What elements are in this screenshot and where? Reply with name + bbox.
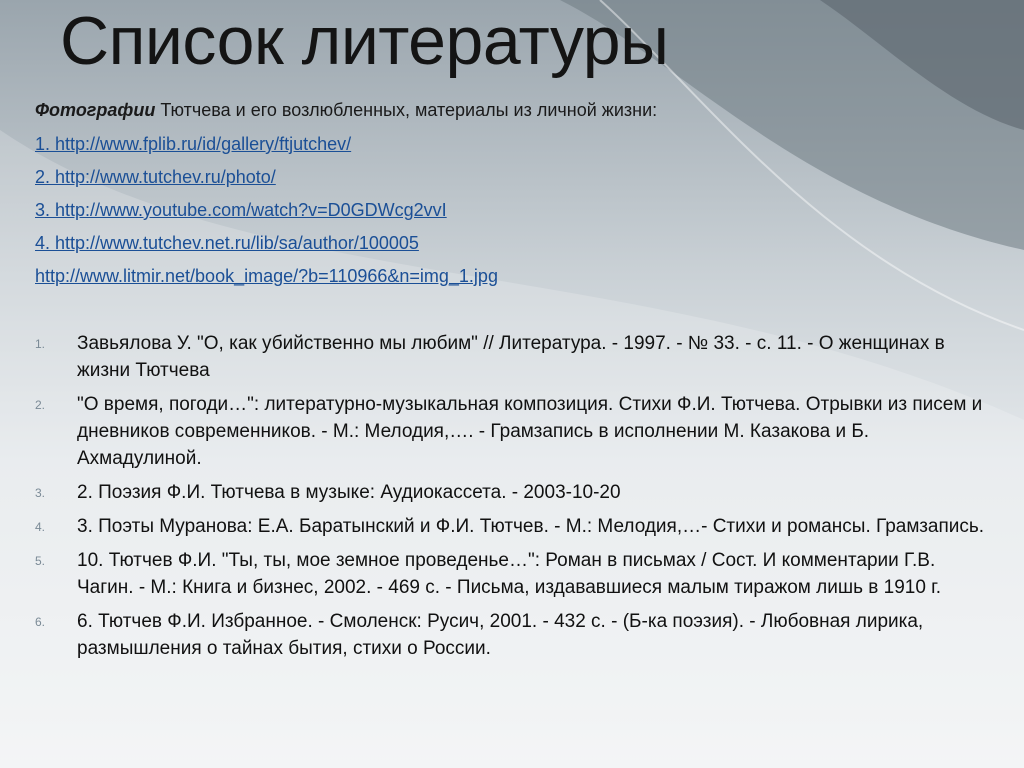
reference-item [35,547,985,601]
photo-link-5[interactable]: http://www.litmir.net/book_image/?b=110966&n=img_1.jpg [35,266,498,286]
intro-lead: Фотографии [35,100,156,120]
photo-link-4[interactable]: 4. http://www.tutchev.net.ru/lib/sa/author/100005 [35,233,419,253]
reference-item [35,479,985,506]
photo-link-1[interactable]: 1. http://www.fplib.ru/id/gallery/ftjutchev/ [35,134,352,154]
photo-link-3[interactable]: 3. http://www.youtube.com/watch?v=D0GDWcg2vvI [35,200,447,220]
photo-links-list [35,132,985,288]
reference-text: Завьялова У. "О, как убийственно мы любим" // Литература. - 1997. - № 33. - с. 11. - О женщинах в жизни Тютчева [77,333,945,381]
reference-number: 6. [35,615,46,629]
photo-link-item [35,132,985,156]
photo-link-item [35,231,985,255]
slide-content [35,98,985,669]
reference-number: 5. [35,554,46,568]
reference-item [35,513,985,540]
reference-list [35,330,985,662]
reference-item [35,608,985,662]
reference-text: 2. Поэзия Ф.И. Тютчева в музыке: Аудиокассета. - 2003-10-20 [77,482,621,503]
reference-number: 4. [35,520,46,534]
photo-link-2[interactable]: 2. http://www.tutchev.ru/photo/ [35,167,276,187]
reference-number: 1. [35,337,46,351]
slide-title: Список литературы [60,3,669,79]
reference-text: 10. Тютчев Ф.И. "Ты, ты, мое земное проведенье…": Роман в письмах / Сост. И комментарии Г.В. Чагин. - М.: Книга и бизнес, 2002. - 469 с. - Письма, издававшиеся малым тиражом лишь в 1910 г. [77,550,942,598]
photo-link-item [35,264,985,288]
intro-text: Тютчева и его возлюбленных, материалы из личной жизни: [155,100,658,120]
reference-text: "О время, погоди…": литературно-музыкальная композиция. Стихи Ф.И. Тютчева. Отрывки из писем и дневников современников. - М.: Мелодия,…. - Грамзапись в исполнении М. Казакова и Б. Ахмадулиной. [77,394,983,469]
photo-link-item [35,165,985,189]
reference-number: 2. [35,398,46,412]
reference-text: 3. Поэты Муранова: Е.А. Баратынский и Ф.И. Тютчев. - М.: Мелодия,…- Стихи и романсы. Грамзапись. [77,516,985,537]
reference-number: 3. [35,486,46,500]
photo-link-item [35,198,985,222]
intro-line [35,98,985,122]
reference-item [35,391,985,472]
reference-text: 6. Тютчев Ф.И. Избранное. - Смоленск: Русич, 2001. - 432 с. - (Б-ка поэзия). - Любовная лирика, размышления о тайнах бытия, стихи о России. [77,611,924,659]
reference-item [35,330,985,384]
